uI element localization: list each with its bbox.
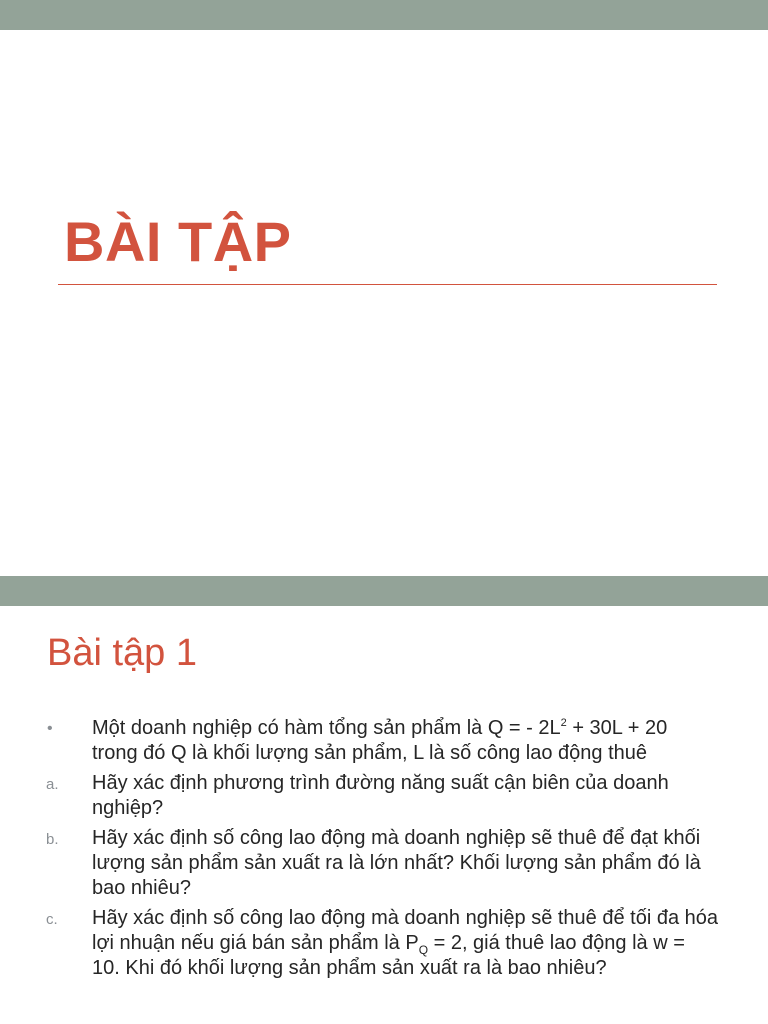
slide-separator-band xyxy=(0,576,768,606)
question-b xyxy=(0,826,768,901)
slide-2-title: Bài tập 1 xyxy=(47,632,197,674)
question-a-marker: a. xyxy=(46,776,59,793)
question-b-text: Hãy xác định số công lao động mà doanh nghiệp sẽ thuê để đạt khối lượng sản phẩm sản xuất ra là lớn nhất? Khối lượng sản phẩm đó là bao nhiêu? xyxy=(92,827,701,899)
slide-1-title: BÀI TẬP xyxy=(64,210,292,273)
intro-text-part2: + 30L + 20 trong đó Q là khối lượng sản phẩm, L là số công lao động thuê xyxy=(92,717,668,764)
question-b-marker: b. xyxy=(46,831,59,848)
title-underline xyxy=(58,284,717,285)
exponent: 2 xyxy=(560,717,567,729)
intro-text-part1: Một doanh nghiệp có hàm tổng sản phẩm là Q = - 2L xyxy=(92,717,561,739)
question-c-marker: c. xyxy=(46,911,58,928)
price-subscript: Q xyxy=(418,943,429,957)
top-header-band xyxy=(0,0,768,30)
question-a-text: Hãy xác định phương trình đường năng suất cận biên của doanh nghiệp? xyxy=(92,772,669,819)
exercise-content xyxy=(0,716,768,986)
question-c xyxy=(0,906,768,981)
question-c-text-part1: Hãy xác định số công lao động mà doanh nghiệp sẽ thuê để tối đa hóa lợi nhuận nếu giá bán sản phẩm là P xyxy=(92,907,719,954)
question-a xyxy=(0,771,768,821)
question-c-text-part2: = 2, giá thuê lao động là w = 10. Khi đó khối lượng sản phẩm sản xuất ra là bao nhiêu? xyxy=(92,932,685,979)
intro-bullet xyxy=(0,716,768,766)
bullet-marker: • xyxy=(47,720,53,737)
